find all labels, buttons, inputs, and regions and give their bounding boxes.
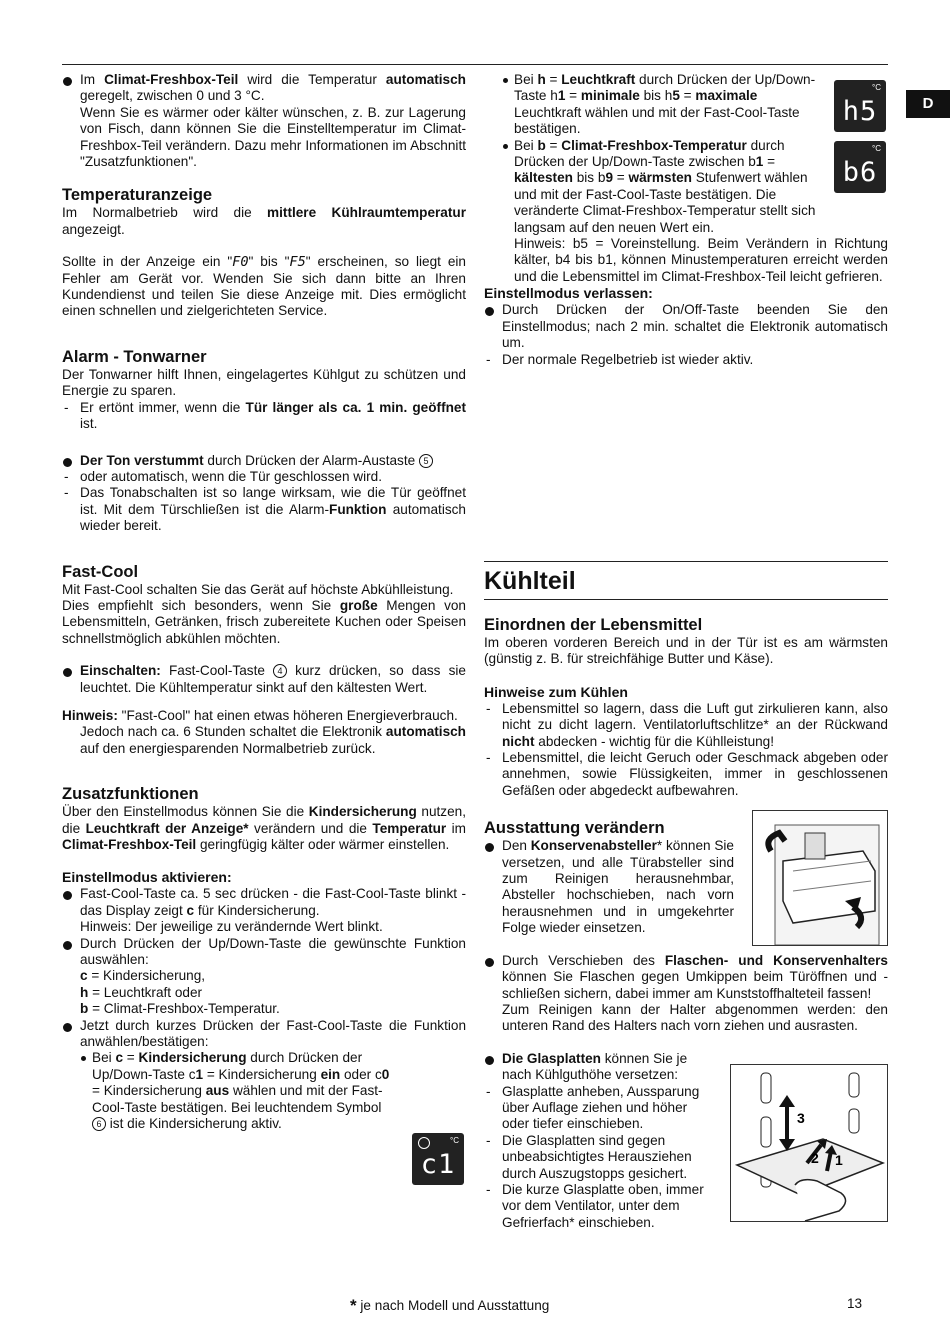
section-rule-bottom [484, 599, 888, 600]
footnote-text: je nach Modell und Ausstattung [356, 1298, 550, 1313]
alarm-text-1: Der Tonwarner hilft Ihnen, eingelagertes Kühlgut zu schützen und Energie zu sparen. [62, 366, 466, 399]
top-rule [62, 64, 888, 65]
display-unit: °C [872, 144, 881, 153]
glasplatten-text-1: Die Glasplatten können Sie je nach Kühlguthöhe versetzen: [484, 1051, 716, 1084]
zusatz-text: Über den Einstellmodus können Sie die Kindersicherung nutzen, die Leuchtkraft der Anzeige* verändern und die Temperatur im Climat-Freshbox-Teil geringfügig kälter oder wärmer einstellen. [62, 804, 466, 852]
verlassen-text-2: - Der normale Regelbetrieb ist wieder aktiv. [484, 352, 888, 368]
einst-step-3: Jetzt durch kurzes Drücken der Fast-Cool-Taste die Funktion anwählen/bestätigen: [62, 1018, 466, 1051]
glasplatten-text-2: - Glasplatte anheben, Aussparung über Auflage ziehen und höher oder tiefer einschieben. [484, 1084, 716, 1133]
display-c1 [412, 1133, 464, 1185]
ausstattung-text-3: Zum Reinigen kann der Halter abgenommen werden: den unteren Rand des Halters nach vorn ziehen und ausrasten. [502, 1001, 888, 1034]
kuehlen-hint-2: - Lebensmittel, die leicht Geruch oder Geschmack abgeben oder annehmen, sowie Flüssigkeiten, immer in geschlossenen Gefäßen oder abgedeckt aufbewahren. [484, 750, 888, 799]
kuehlen-hint-1: - Lebensmittel so lagern, dass die Luft gut zirkulieren kann, also nicht zu dicht lagern. Ventilatorluftschlitze* an der Rückwand nicht abdecken - wichtig für die Kühlleistung! [484, 701, 888, 750]
right-column [484, 72, 888, 368]
display-h5 [834, 80, 886, 132]
language-tab: D [906, 90, 950, 118]
einst-option-h: h = Leuchtkraft oder [80, 984, 203, 1000]
heading-hinweise-kuehlen: Hinweise zum Kühlen [484, 683, 628, 700]
verlassen-text-1: Durch Drücken der On/Off-Taste beenden Sie den Einstellmodus; nach 2 min. schaltet die Elektronik automatisch um. [484, 302, 888, 351]
alarm-text-3: Der Ton verstummt durch Drücken der Alarm-Austaste 5 [62, 453, 466, 469]
figure-step-2: 2 [811, 1150, 819, 1166]
display-b6 [834, 141, 886, 193]
einst-option-b: b = Climat-Freshbox-Temperatur. [80, 1001, 280, 1017]
einordnen-text: Im oberen vorderen Bereich und in der Tür ist es am wärmsten (günstig z. B. für streichfähige Butter und Käse). [484, 635, 888, 667]
heading-ausstattung: Ausstattung verändern [484, 819, 665, 838]
alarm-text-2: - Er ertönt immer, wenn die Tür länger als ca. 1 min. geöffnet ist. [62, 400, 466, 433]
display-unit: °C [872, 83, 881, 92]
display-value: b6 [842, 157, 878, 188]
freshbox-temp-instruction: Bei b = Climat-Freshbox-Temperatur durch Drücken der Up/Down-Taste zwischen b1 = kältesten bis b9 = wärmsten Stufenwert wählen und mit der Fast-Cool-Taste bestätigen. Die veränderte Climat-Freshbox-Temperatur stellt sich langsam auf den neuen Wert ein. [484, 138, 888, 236]
section-rule-top [484, 561, 888, 562]
heading-fast-cool: Fast-Cool [62, 562, 139, 581]
heading-einstellmodus-aktivieren: Einstellmodus aktivieren: [62, 869, 232, 886]
circled-number-5: 5 [419, 454, 433, 468]
leuchtkraft-instruction: Bei h = Leuchtkraft durch Drücken der Up/Down-Taste h1 = minimale bis h5 = maximale Leuchtkraft wählen und mit der Fast-Cool-Taste bestätigen. [484, 72, 888, 138]
display-value: c1 [420, 1149, 456, 1180]
heading-zusatzfunktionen: Zusatzfunktionen [62, 785, 199, 804]
fast-text-1: Mit Fast-Cool schalten Sie das Gerät auf höchste Abkühlleistung. [62, 581, 454, 597]
fast-text-3: Einschalten: Fast-Cool-Taste 4 kurz drücken, so dass sie leuchtet. Die Kühltemperatur sinkt auf den kältesten Wert. [62, 663, 466, 696]
einst-option-c: c = Kindersicherung, [80, 968, 206, 984]
einst-step-1-note: Hinweis: Der jeweilige zu verändernde Wert blinkt. [80, 919, 383, 935]
lock-symbol-icon [418, 1137, 430, 1149]
kindersicherung-instruction: Bei c = Kindersicherung durch Drücken der Up/Down-Taste c1 = Kindersicherung ein oder c0 = Kindersicherung aus wählen und mit der Fast-Cool-Taste bestätigen. Bei leuchtendem Symbol 6 ist die Kindersicherung aktiv. [62, 1050, 466, 1132]
climat-freshbox-intro: Im Climat-Freshbox-Teil wird die Temperatur automatisch geregelt, zwischen 0 und 3 °C. [62, 72, 466, 105]
display-value: h5 [842, 96, 878, 127]
einst-step-1: Fast-Cool-Taste ca. 5 sec drücken - die Fast-Cool-Taste blinkt - das Display zeigt c für Kindersicherung. [62, 886, 466, 919]
footnote-star: * [350, 1296, 357, 1315]
door-shelf-illustration [752, 810, 888, 946]
climat-freshbox-intro-2: Wenn Sie es wärmer oder kälter wünschen, z. B. zur Lagerung von Fisch, dann können Sie die Einstelltemperatur im Climat-Freshbox-Teil verändern. Dazu mehr Informationen im Abschnitt "Zusatzfunktionen". [80, 104, 466, 170]
alarm-text-4: - oder automatisch, wenn die Tür geschlossen wird. [62, 469, 466, 485]
ausstattung-text-2: Durch Verschieben des Flaschen- und Konservenhalters können Sie Flaschen gegen Umkippen beim Türöffnen und -schließen sichern, dabei immer am Kunststoffhalteteil fassen! [484, 953, 888, 1002]
heading-einstellmodus-verlassen: Einstellmodus verlassen: [484, 285, 653, 302]
figure-step-1: 1 [835, 1152, 843, 1168]
glass-plate-illustration [730, 1064, 888, 1222]
temp-text-2: Sollte in der Anzeige ein "F0" bis "F5" erscheinen, so liegt ein Fehler am Gerät vor. Wenden Sie sich dann bitte an Ihren Kundendienst und teilen Sie diese Anzeige mit. Dies ermöglicht einen schnellen und zielgerichteten Service. [62, 254, 466, 319]
einst-step-2: Durch Drücken der Up/Down-Taste die gewünschte Funktion auswählen: [62, 936, 466, 969]
page-number: 13 [847, 1296, 863, 1311]
ausstattung-text-1: Den Konservenabsteller* können Sie versetzen, und alle Türabsteller sind zum Reinigen herausnehmbar, Absteller hochschieben, nach vorn herausnehmen und in umgekehrter Folge wieder einsetzen. [484, 838, 734, 936]
fast-text-5: Jedoch nach ca. 6 Stunden schaltet die Elektronik automatisch auf den energiesparenden Normalbetrieb zurück. [80, 724, 466, 756]
circled-number-4: 4 [273, 664, 287, 678]
left-column [62, 72, 466, 1133]
footnote [350, 1298, 549, 1314]
heading-kuehlteil: Kühlteil [484, 567, 576, 595]
heading-temperaturanzeige: Temperaturanzeige [62, 186, 213, 205]
temp-text-1: Im Normalbetrieb wird die mittlere Kühlraumtemperatur angezeigt. [62, 205, 466, 237]
circled-number-6: 6 [92, 1117, 106, 1131]
freshbox-temp-note: Hinweis: b5 = Voreinstellung. Beim Verändern in Richtung kälter, b4 bis b1, können Minustemperaturen erreicht werden und die Lebensmittel im Climat-Freshbox-Teil leicht gefrieren. [514, 236, 888, 284]
fast-text-2: Dies empfiehlt sich besonders, wenn Sie große Mengen von Lebensmitteln, Getränken, frisch zubereitete Kuchen oder Speisen schnellstmöglich abkühlen möchten. [62, 597, 466, 646]
display-unit: °C [450, 1136, 459, 1145]
glasplatten-text-3: - Die Glasplatten sind gegen unbeabsichtigtes Herausziehen durch Auszugstopps gesichert. [484, 1133, 716, 1182]
door-shelf-drawing [753, 811, 887, 945]
fast-text-4: Hinweis: "Fast-Cool" hat einen etwas höheren Energieverbrauch. [62, 707, 458, 723]
glass-plate-drawing [731, 1065, 887, 1221]
figure-step-3: 3 [797, 1110, 805, 1126]
heading-einordnen: Einordnen der Lebensmittel [484, 616, 703, 634]
heading-alarm: Alarm - Tonwarner [62, 347, 207, 366]
alarm-text-5: - Das Tonabschalten ist so lange wirksam, wie die Tür geöffnet ist. Mit dem Türschließen ist die Alarm-Funktion automatisch wieder bereit. [62, 485, 466, 534]
glasplatten-text-4: - Die kurze Glasplatte oben, immer vor dem Ventilator, unter dem Gefrierfach* einschieben. [484, 1182, 716, 1231]
